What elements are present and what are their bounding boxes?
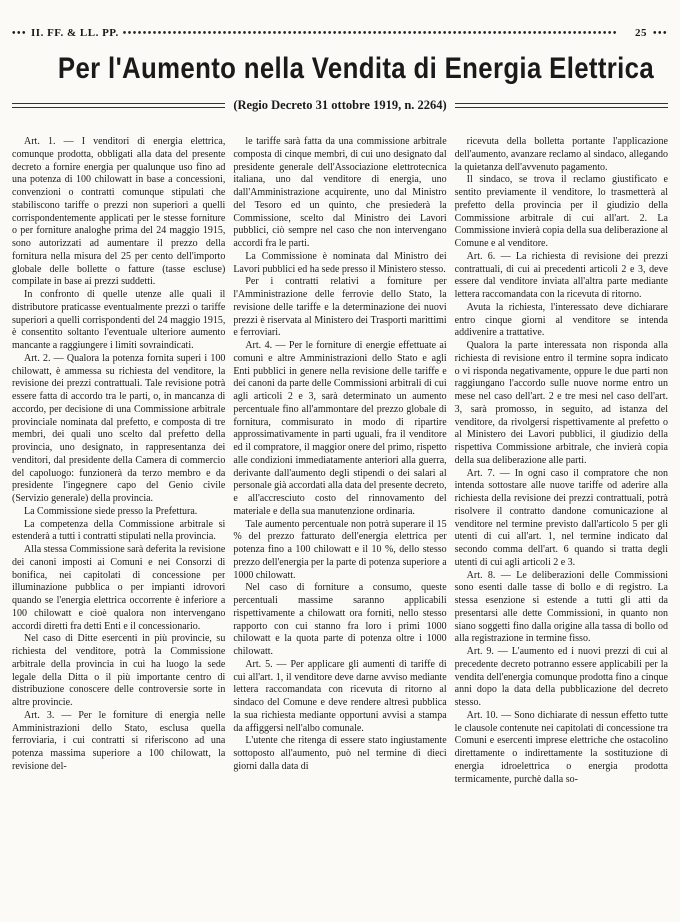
paragraph: Alla stessa Commissione sarà deferita la revisione dei canoni imposti ai Comuni e nei Consorzi di bonifica, nei capitolati di concessione per illuminazione pubblica o per impianti idrovori quando se l'energia elettrica occorrente è inferiore a 100 chilowatt e cioè qualora non intervengano accordi diretti fra detti Enti e il concessionario.: [12, 544, 226, 632]
paragraph: Nel caso di forniture a consumo, queste percentuali massime saranno applicabili rispettivamente a chilowatt ora forniti, nello stesso rapporto con cui stanno fra loro i primi 1000 chilowatt e la quota parte di potenza oltre i 1000 chilowatt.: [233, 582, 447, 657]
paragraph: Nel caso di Ditte esercenti in più provincie, su richiesta del venditore, potrà la Commissione arbitrale della provincia in cui ha luogo la sede legale della Ditta o il più importante centro di distribuzione conoscere delle controversie sorte in altre provincie.: [12, 633, 226, 708]
paragraph: Art. 2. — Qualora la potenza fornita superi i 100 chilowatt, è ammessa su richiesta del venditore, la revisione dei prezzi contrattuali. Tale revisione potrà essere fatta di accordo tra le parti, o, in mancanza di accordo, per decisione di una Commissione arbitrale provinciale nominata dal prefetto, e composta di tre membri, dei quali uno scelto dal prefetto della provincia, uno designato, in rappresentanza dei venditori, dal presidente della Camera di commercio del capoluogo: funzionerà da terzo membro e da presidente l'ingegnere capo del Genio civile (Servizio generale) della provincia.: [12, 352, 226, 504]
paragraph: Art. 5. — Per applicare gli aumenti di tariffe di cui all'art. 1, il venditore deve darne avviso mediante lettera raccomandata con ricevuta di ritorno al sindaco del Comune e deve rendere altresì pubblica la sua richiesta mediante opportuni avvisi a stampa da affiggersi nell'albo comunale.: [233, 658, 447, 734]
text-column-2: [233, 136, 446, 896]
paragraph: Per i contratti relativi a forniture per l'Amministrazione delle ferrovie dello Stato, la revisione delle tariffe e la determinazione dei nuovi prezzi è riservata al Ministero dei Trasporti marittimi e ferroviari.: [233, 276, 447, 339]
text-column-1: [12, 136, 225, 896]
paragraph: L'utente che ritenga di essere stato ingiustamente sottoposto all'aumento, può nel termine di dieci giorni dalla data di: [233, 735, 447, 772]
journal-abbreviation: II. FF. & LL. PP.: [31, 27, 119, 39]
page-number: 25: [634, 27, 647, 39]
subtitle-rule-right: [455, 103, 668, 108]
header-leader-left: •••: [12, 27, 28, 39]
paragraph: Art. 9. — L'aumento ed i nuovi prezzi di cui al precedente decreto potranno essere applicabili per la vendita dell'energia comunque prodotta fino a cinque anni dopo la data della pubblicazione del decreto stesso.: [454, 646, 668, 708]
paragraph: Art. 8. — Le deliberazioni delle Commissioni sono esenti dalle tasse di bollo e di registro. La stessa esenzione si estende a tutti gli atti da presentarsi alle dette Commissioni, in quanto non siano soggetti fino dalla origine alla tassa di bollo od alla registrazione in termine fisso.: [454, 569, 668, 645]
paragraph: le tariffe sarà fatta da una commissione arbitrale composta di cinque membri, di cui uno designato dal presidente generale dell'Associazione elettrotecnica italiana, uno dal venditore di energia, uno dall'Amministrazione acquirente, uno dal Ministro del Tesoro ed un quinto, che presiederà la Commissione, scelto dal Ministro dei Lavori pubblici, ciò sempre nel caso che non intervengano accordi fra le parti.: [233, 136, 447, 249]
paragraph: In confronto di quelle utenze alle quali il distributore praticasse eventualmente prezzi o tariffe superiori a quelli corrispondenti del 24 maggio 1915, è consentito soltanto l'eventuale ulteriore aumento mancante a raggiungere i limiti sovraindicati.: [12, 289, 226, 351]
article-title: Per l'Aumento nella Vendita di Energia Elettrica: [57, 52, 655, 85]
document-page: [0, 22, 680, 922]
paragraph: Tale aumento percentuale non potrà superare il 15 % del prezzo fatturato dell'energia elettrica per potenza fino a 100 chilowatt e il 10 %, dello stesso prezzo dell'energia per la parte di potenza superiore a 1000 chilowatt.: [233, 518, 447, 581]
paragraph: La competenza della Commissione arbitrale si estenderà a tutti i contratti stipulati nella provincia.: [12, 518, 226, 543]
paragraph: Art. 1. — I venditori di energia elettrica, comunque prodotta, obbligati alla data del presente decreto a fornire energia per qualunque uso fino ad una potenza di 100 chilowatt in base a concessioni, convenzioni o contratti comunque stipulati che stabiliscono tariffe o prezzi non superiori a quelli corrispondentemente applicati per le stesse forniture o per forniture analoghe prima del 24 maggio 1915, sono autorizzati ad aumentare il prezzo della fornitura nella misura del 25 per cento dell'importo globale delle bollette o fatture (tasse escluse) compilate in base ai prezzi suddetti.: [12, 136, 226, 288]
subtitle-rule-left: [12, 103, 225, 108]
paragraph: Avuta la richiesta, l'interessato deve dichiarare entro cinque giorni al venditore se intenda addivenire a trattative.: [454, 301, 668, 339]
subtitle-row: [12, 98, 668, 112]
paragraph: La Commissione è nominata dal Ministro dei Lavori pubblici ed ha sede presso il Ministero stesso.: [233, 250, 447, 275]
paragraph: Art. 6. — La richiesta di revisione dei prezzi contrattuali, di cui ai precedenti articoli 2 e 3, deve essere dal venditore inviata all'altra parte mediante lettera raccomandata con la ricevuta di ritorno.: [454, 250, 668, 300]
paragraph: ricevuta della bolletta portante l'applicazione dell'aumento, avanzare reclamo al sindaco, allegando la quietanza dell'avvenuto pagamento.: [454, 136, 668, 173]
running-header: [12, 22, 668, 44]
header-dot-leader: •••••••••••••••••••••••••••••••••••••••••••••••••••••••••••••••••••••••••••••••••••••••••••••••••••: [122, 27, 618, 39]
paragraph: Art. 10. — Sono dichiarate di nessun effetto tutte le clausole contenute nei capitolati di concessione tra Comuni e esercenti imprese elettriche che ostacolino direttamente o indirettamente la sostituzione di energia idroelettrica o energia prodotta termicamente, purchè dalla so-: [454, 709, 668, 785]
paragraph: Art. 3. — Per le forniture di energia nelle Amministrazioni dello Stato, esclusa quella ferroviaria, i cui contratti si riferiscono ad una potenza massima superiore a 100 chilowatt, la revisione del-: [12, 709, 226, 772]
paragraph: Art. 7. — In ogni caso il compratore che non intenda sottostare alle nuove tariffe od aderire alla richiesta della revisione dei prezzi contrattuali, potrà risolvere il contratto dandone comunicazione al venditore nel termine previsto dall'articolo 5 per gli utenti di cui all'art. 1, nel termine indicato dal secondo comma dell'art. 6 quando si tratta degli utenti di cui agli articoli 2 e 3.: [454, 467, 668, 568]
text-column-3: [455, 136, 668, 896]
text-columns: [12, 136, 668, 896]
paragraph: La Commissione siede presso la Prefettura.: [24, 505, 198, 517]
paragraph: Qualora la parte interessata non risponda alla richiesta di revisione entro il termine sopra indicato o vi risponda negativamente, oppure le due parti non raggiungano l'accordo sulle nuove norme entro un mese nel caso dell'art. 2 e tre mesi nel caso dell'art. 3, sarà promosso, in seguito, ad istanza del venditore, da rivolgersi rispettivamente al prefetto o al Ministero dei Lavori pubblici, il giudizio della rispettiva Commissione arbitrale, che invierà copia della sua deliberazione alle parti.: [454, 340, 668, 466]
header-leader-right: •••: [652, 27, 668, 39]
paragraph: Il sindaco, se trova il reclamo giustificato e sentito previamente il venditore, lo trasmetterà al prefetto della provincia per il giudizio della Commissione arbitrale di cui all'art. 2. La Commissione invierà copia della sua deliberazione al Comune e al venditore.: [454, 174, 668, 249]
paragraph: Art. 4. — Per le forniture di energie effettuate ai comuni e altre Amministrazioni dello Stato e agli Enti pubblici in genere nella revisione delle tariffe e dei canoni da parte delle Commissioni arbitrali di cui agli articoli 2 e 3, sarà determinato un aumento percentuale fino all'ammontare del prezzo globale di fornitura, commisurato in modo di ripartire approssimativamente in parti uguali, fra il venditore ed il compratore, il maggior onere del primo, rispetto alle condizioni immediatamente anteriori alla guerra, derivante dall'aumento degli stipendi o dei salari al personale già accordati alla data del presente decreto, e all'accresciuto costo del rinnovamento del materiale e della sua manutenzione ordinaria.: [233, 340, 447, 517]
decree-reference: (Regio Decreto 31 ottobre 1919, n. 2264): [233, 97, 447, 112]
